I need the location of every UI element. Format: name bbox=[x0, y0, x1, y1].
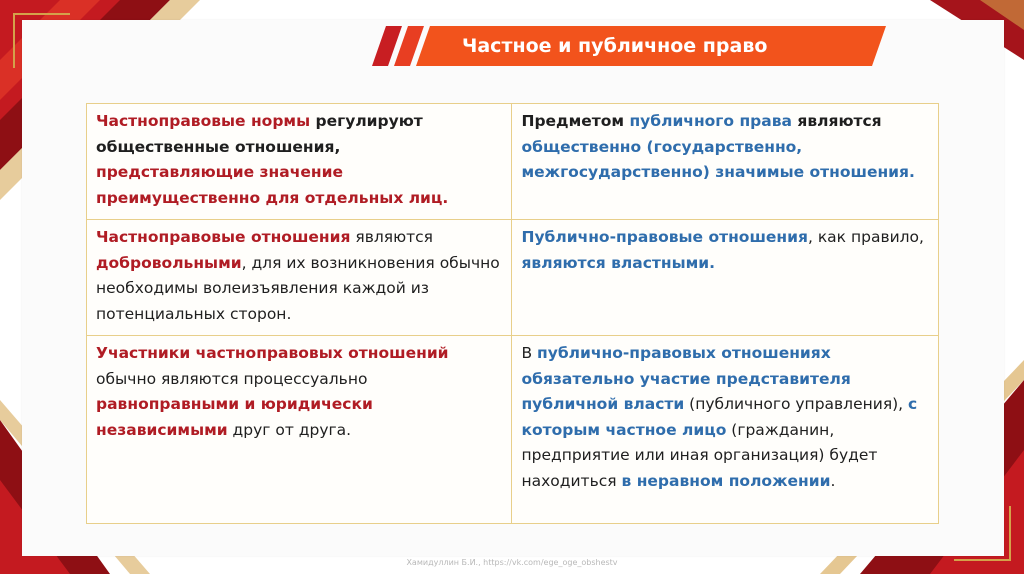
rich-text bbox=[96, 344, 449, 439]
text-segment: Предметом bbox=[521, 112, 630, 130]
text-segment: являются bbox=[350, 228, 434, 246]
public-law-cell bbox=[512, 220, 939, 336]
text-segment: Частноправовые отношения bbox=[96, 228, 351, 246]
rich-text bbox=[521, 228, 924, 272]
title-banner bbox=[372, 26, 886, 66]
text-segment: добровольными bbox=[96, 253, 242, 272]
text-segment: (гражданин, предприятие или иная организация) будет находиться bbox=[521, 420, 878, 490]
text-segment: равноправными и юридически независимыми bbox=[96, 395, 373, 439]
private-law-cell bbox=[87, 336, 512, 524]
public-law-cell bbox=[512, 336, 939, 524]
rich-text bbox=[521, 112, 914, 181]
table-row bbox=[87, 220, 939, 336]
text-segment: являются властными. bbox=[521, 253, 716, 272]
private-law-cell bbox=[87, 220, 512, 336]
public-law-cell bbox=[512, 104, 939, 220]
page-title: Частное и публичное право bbox=[462, 35, 768, 57]
text-segment: Публично-правовые отношения bbox=[521, 228, 808, 246]
text-segment: общественно (государственно, межгосударственно) значимые отношения. bbox=[521, 137, 915, 181]
text-segment: с которым частное лицо bbox=[521, 395, 918, 439]
rich-text bbox=[96, 228, 500, 323]
author-credit: Хамидуллин Б.И., https://vk.com/ege_oge_obshestv bbox=[406, 558, 618, 567]
text-segment: друг от друга. bbox=[227, 420, 352, 439]
rich-text bbox=[521, 344, 917, 490]
private-law-cell bbox=[87, 104, 512, 220]
text-segment: регулируют общественные отношения, bbox=[96, 112, 423, 156]
text-segment: Частноправовые нормы bbox=[96, 112, 311, 130]
comparison-table bbox=[86, 103, 939, 524]
table-row bbox=[87, 336, 939, 524]
text-segment: , как правило, bbox=[807, 228, 924, 246]
text-segment: (публичного управления), bbox=[684, 395, 909, 413]
text-segment: публичного права bbox=[629, 112, 792, 130]
text-segment: Участники частноправовых отношений bbox=[96, 344, 449, 362]
text-segment: представляющие значение преимущественно для отдельных лиц. bbox=[96, 163, 449, 207]
text-segment: обычно являются процессуально bbox=[96, 369, 368, 388]
text-segment: в неравном положении bbox=[621, 471, 831, 490]
text-segment: . bbox=[830, 471, 836, 490]
table-row bbox=[87, 104, 939, 220]
text-segment: являются bbox=[791, 112, 882, 130]
text-segment: , для их возникновения обычно необходимы волеизъявления каждой из потенциальных сторон. bbox=[96, 253, 500, 323]
rich-text bbox=[96, 112, 448, 207]
text-segment: В bbox=[521, 344, 538, 362]
text-segment: публично-правовых отношениях обязательно участие представителя публичной власти bbox=[521, 344, 851, 413]
